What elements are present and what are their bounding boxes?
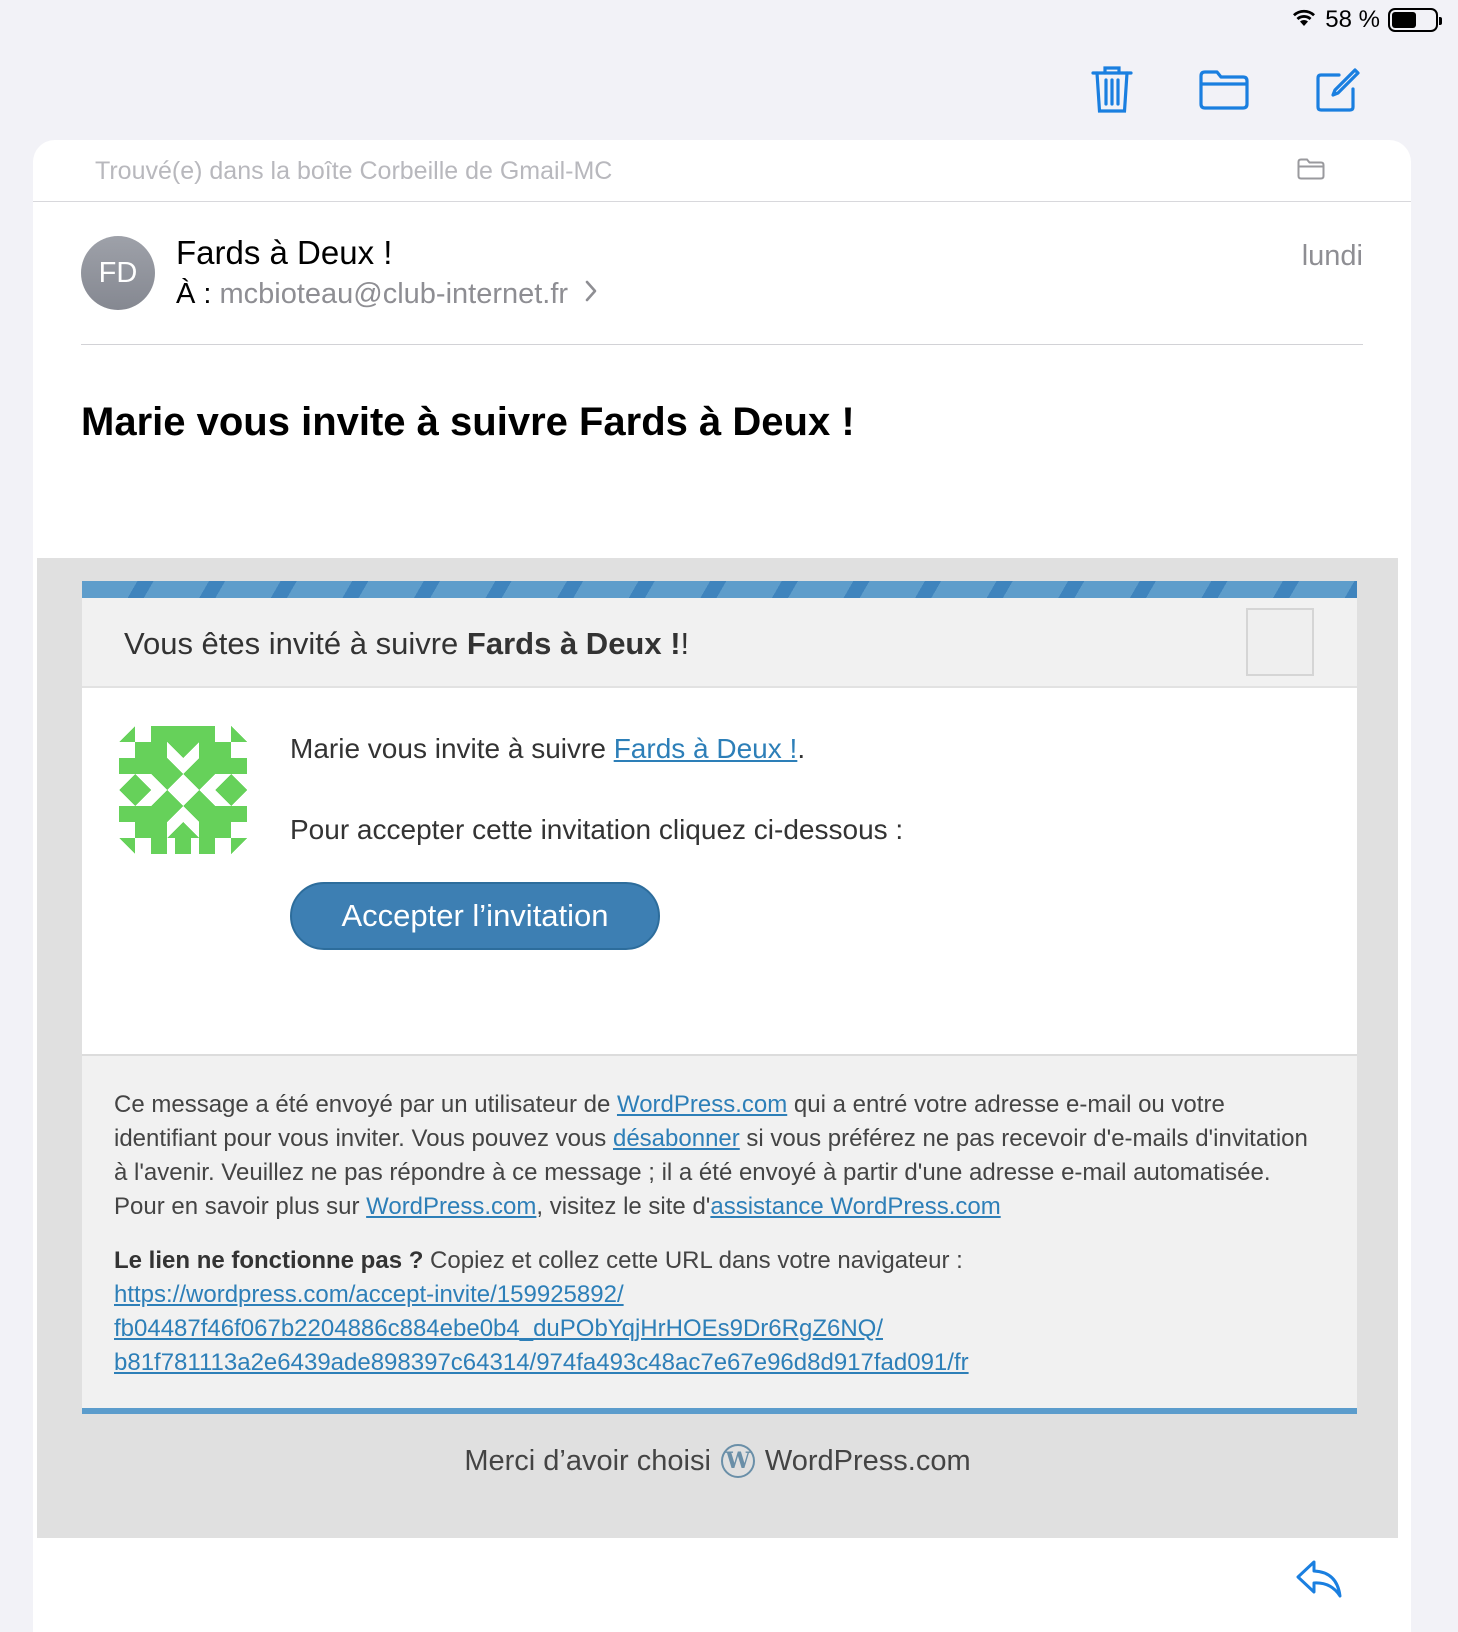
decorative-stripe <box>82 581 1357 598</box>
thanks-brand: WordPress.com <box>764 1444 971 1477</box>
chevron-right-icon[interactable] <box>584 279 598 310</box>
decorative-stripe <box>82 1408 1357 1414</box>
recipient-address[interactable]: mcbioteau@club-internet.fr <box>219 278 569 310</box>
unsubscribe-link[interactable]: désabonner <box>612 1125 740 1152</box>
sender-avatar: FD <box>81 236 155 310</box>
mail-message-view <box>33 140 1411 1632</box>
email-body <box>37 558 1398 1538</box>
thanks-footer <box>37 1444 1398 1478</box>
wifi-icon <box>1291 6 1317 34</box>
user-identicon <box>119 726 247 854</box>
support-link[interactable]: assistance WordPress.com <box>710 1193 1001 1220</box>
invitation-content <box>82 688 1357 1056</box>
reply-icon[interactable] <box>1295 1559 1343 1604</box>
fallback-url-text: Le lien ne fonctionne pas ? Copiez et collez cette URL dans votre navigateur : https://wordpress.com/accept-invite/159925892/ fb04487f46f067b2204886c884ebe0b4_duPObYqjHrHOEs9Dr6RgZ6NQ/ b81f781113a2e6439ade898397c64314/974fa493c48ac7e67e96d8d917fad091/fr <box>114 1247 969 1376</box>
recipient-row[interactable] <box>176 278 598 311</box>
found-in-label: Trouvé(e) dans la boîte Corbeille de Gmail-MC <box>95 157 613 185</box>
battery-icon <box>1388 8 1438 32</box>
invitation-heading: Vous êtes invité à suivre Fards à Deux !! <box>124 626 690 661</box>
divider <box>81 344 1363 345</box>
invitation-header <box>82 598 1357 688</box>
site-icon <box>1246 608 1314 676</box>
status-bar <box>1291 4 1438 36</box>
battery-percentage: 58 % <box>1325 6 1380 33</box>
found-in-bar <box>33 140 1411 202</box>
battery-level <box>1392 12 1416 28</box>
wordpress-logo-icon: W <box>721 1444 755 1478</box>
trash-icon[interactable] <box>1084 62 1140 118</box>
to-label: À : <box>176 278 212 310</box>
site-name: Fards à Deux ! <box>466 626 681 661</box>
site-link[interactable]: Fards à Deux ! <box>613 733 798 764</box>
accept-invitation-button[interactable]: Accepter l’invitation <box>290 882 660 950</box>
invitation-footer <box>82 1056 1357 1408</box>
message-subject: Marie vous invite à suivre Fards à Deux ! <box>81 400 855 444</box>
compose-icon[interactable] <box>1310 62 1366 118</box>
thanks-text: Merci d’avoir choisi <box>464 1444 711 1477</box>
wordpress-link[interactable]: WordPress.com <box>616 1091 788 1118</box>
accept-prompt: Pour accepter cette invitation cliquez ci-dessous : <box>290 814 904 845</box>
wordpress-link[interactable]: WordPress.com <box>366 1193 537 1220</box>
accept-url-link[interactable]: https://wordpress.com/accept-invite/159925892/ fb04487f46f067b2204886c884ebe0b4_duPObYqjHrHOEs9Dr6RgZ6NQ/ b81f781113a2e6439ade898397c64314/974fa493c48ac7e67e96d8d917fad091/fr <box>114 1281 969 1376</box>
message-date: lundi <box>1301 240 1363 272</box>
folder-icon[interactable] <box>1297 158 1325 185</box>
folder-icon[interactable] <box>1196 62 1252 118</box>
invite-text: Marie vous invite à suivre Fards à Deux !. <box>290 733 806 764</box>
invitation-panel <box>82 581 1357 1414</box>
sender-name[interactable]: Fards à Deux ! <box>176 234 393 271</box>
disclaimer-text: Ce message a été envoyé par un utilisateur de WordPress.com qui a entré votre adresse e-mail ou votre identifiant pour vous inviter. Vous pouvez vous désabonner si vous préférez ne pas recevoir d'e-mails d'invitation à l'avenir. Veuillez ne pas répondre à ce message ; il a été envoyé à partir d'une adresse e-mail automatisée. Pour en savoir plus sur WordPress.com, visitez le site d'assistance WordPress.com <box>114 1091 1308 1220</box>
